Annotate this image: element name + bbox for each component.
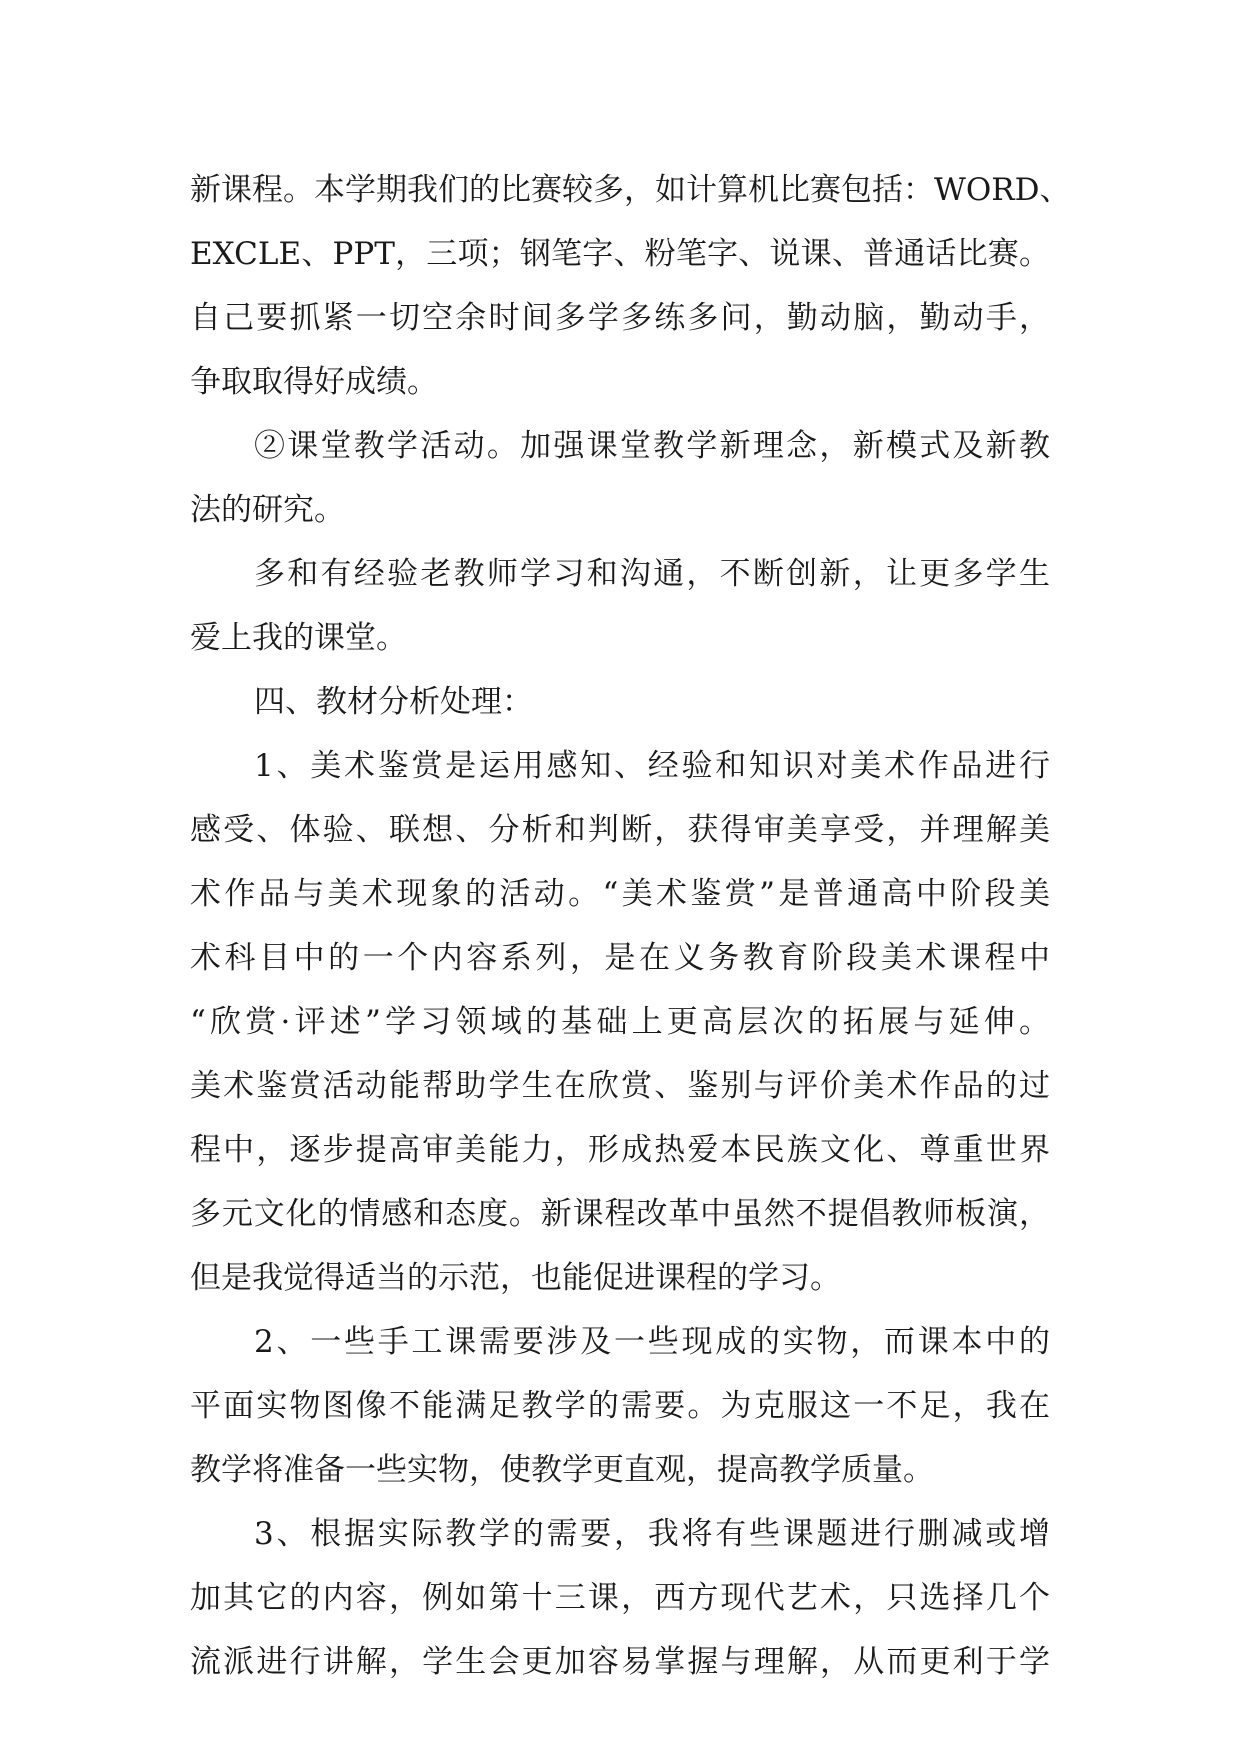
section-heading: 四、教材分析处理：: [254, 684, 533, 720]
paragraph-start-line: 3、根据实际教学的需要，我将有些课题进行删减或增: [254, 1516, 1050, 1552]
text-line: 术作品与美术现象的活动。“美术鉴赏”是普通高中阶段美: [190, 876, 1050, 912]
text-line: 流派进行讲解，学生会更加容易掌握与理解，从而更利于学: [190, 1644, 1050, 1680]
text-line: 术科目中的一个内容系列，是在义务教育阶段美术课程中: [190, 940, 1050, 976]
text-line: 美术鉴赏活动能帮助学生在欣赏、鉴别与评价美术作品的过: [190, 1068, 1050, 1104]
text-line: 爱上我的课堂。: [190, 620, 407, 656]
paragraph-start-line: 多和有经验老教师学习和沟通，不断创新，让更多学生: [254, 556, 1050, 592]
text-line: 法的研究。: [190, 492, 345, 528]
text-line: 程中，逐步提高审美能力，形成热爱本民族文化、尊重世界: [190, 1132, 1050, 1168]
paragraph-start-line: 2、一些手工课需要涉及一些现成的实物，而课本中的: [254, 1324, 1050, 1360]
document-body: [190, 158, 1071, 1694]
text-line: 教学将准备一些实物，使教学更直观，提高教学质量。: [190, 1452, 934, 1488]
text-line: “欣赏·评述”学习领域的基础上更高层次的拓展与延伸。: [190, 1004, 1050, 1040]
text-line: 但是我觉得适当的示范，也能促进课程的学习。: [190, 1260, 841, 1296]
text-line: 感受、体验、联想、分析和判断，获得审美享受，并理解美: [190, 812, 1050, 848]
text-line: 新课程。本学期我们的比赛较多，如计算机比赛包括：WORD、: [190, 172, 1071, 208]
text-line: 争取取得好成绩。: [190, 364, 438, 400]
text-line: 加其它的内容，例如第十三课，西方现代艺术，只选择几个: [190, 1580, 1050, 1616]
text-line: 平面实物图像不能满足教学的需要。为克服这一不足，我在: [190, 1388, 1050, 1424]
text-line: EXCLE、PPT，三项；钢笔字、粉笔字、说课、普通话比赛。: [190, 236, 1050, 272]
text-line: 自己要抓紧一切空余时间多学多练多问，勤动脑，勤动手，: [190, 300, 1050, 336]
text-line: 多元文化的情感和态度。新课程改革中虽然不提倡教师板演，: [190, 1196, 1050, 1232]
paragraph-start-line: 1、美术鉴赏是运用感知、经验和知识对美术作品进行: [254, 748, 1050, 784]
paragraph-start-line: ②课堂教学活动。加强课堂教学新理念，新模式及新教: [254, 428, 1050, 464]
